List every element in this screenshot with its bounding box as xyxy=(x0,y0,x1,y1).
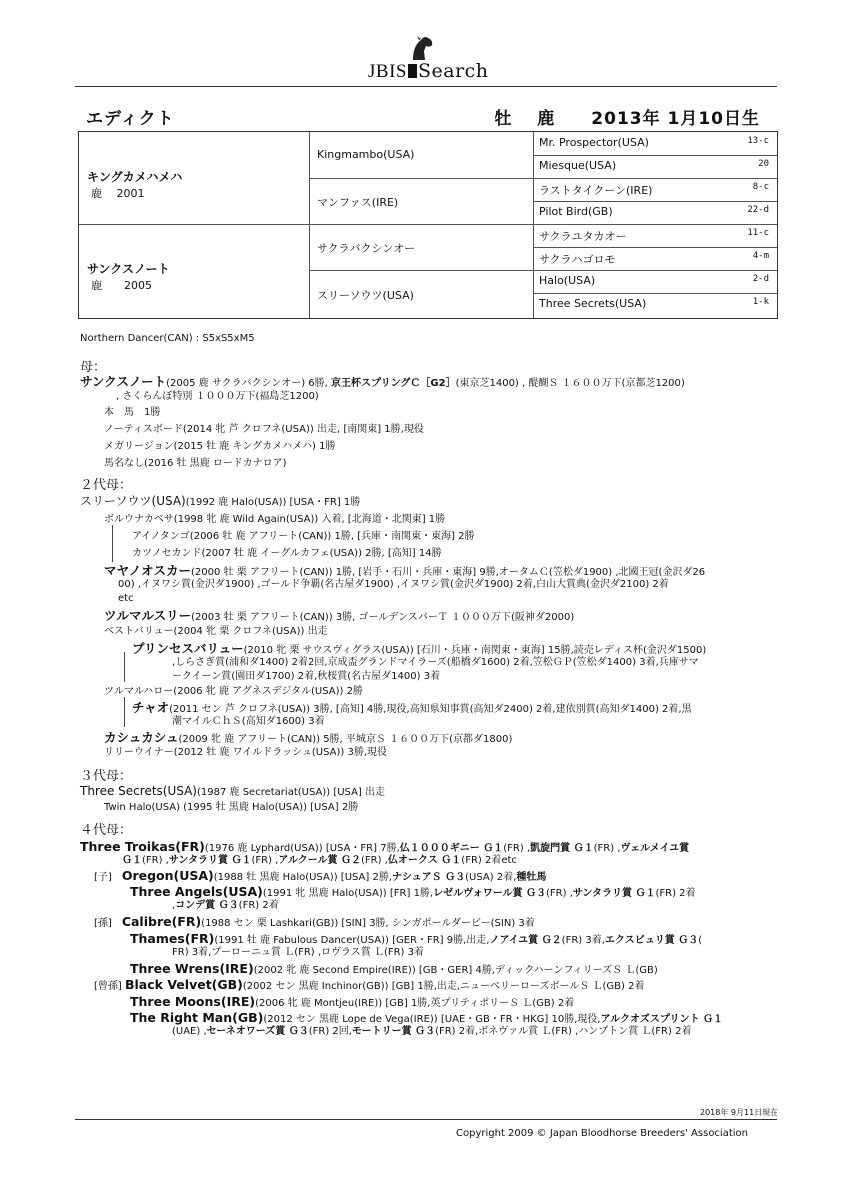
offspring-line[interactable]: カツノセカンド(2007 牡 鹿 イーグルカフェ(USA)) 2勝, [高知] 14勝 xyxy=(132,548,442,559)
record-line: 潮マイルＣｈＳ(高知ダ1600) 3着 xyxy=(172,716,325,727)
offspring-line[interactable]: [子] Oregon(USA)(1988 牡 黒鹿 Halo(USA)) [USA] 2勝,ナシュアＳ Ｇ３(USA) 2着,種牡馬 xyxy=(94,868,547,883)
record-line: Ｇ１(FR) ,サンタラリ賞 Ｇ１(FR) ,アルクール賞 Ｇ２(FR) ,仏オークス Ｇ１(FR) 2着etc xyxy=(122,855,517,866)
offspring-line[interactable]: ボルウナカベサ(1998 牝 鹿 Wild Again(USA)) 入着, [北海道・北関東] 1勝 xyxy=(104,514,446,525)
g3-cell[interactable]: Miesque(USA) 20 xyxy=(539,159,769,172)
offspring-line[interactable]: [孫] Calibre(FR)(1988 セン 栗 Lashkari(GB)) [SIN] 3勝, シンガポールダービー(SIN) 3着 xyxy=(94,914,535,929)
logo-text: JBIS Search xyxy=(368,60,489,82)
family-number: 11-c xyxy=(747,228,769,238)
inbreeding-note: Northern Dancer(CAN) : S5xS5xM5 xyxy=(80,333,255,344)
record-line: etc xyxy=(118,593,134,604)
header-rule xyxy=(75,86,777,87)
offspring-line[interactable]: ツルマルスリー(2003 牡 栗 アフリート(CAN)) 3勝, ゴールデンスパーＴ １０００万下(阪神ダ2000) xyxy=(104,608,575,623)
offspring-line[interactable]: カシュカシュ(2009 牝 鹿 アフリート(CAN)) 5勝, 平城京Ｓ １６００万下(京都ダ1800) xyxy=(104,730,513,745)
tree-connector xyxy=(124,697,125,727)
title-row xyxy=(80,104,780,130)
record-line: FR) 3着,プーローニュ賞 Ｌ(FR) ,ロヴラス賞 Ｌ(FR) 3着 xyxy=(172,947,424,958)
family-number: 20 xyxy=(758,159,769,169)
record-line: ークイーン賞(園田ダ1700) 2着,秋桜賞(名古屋ダ1400) 3着 xyxy=(172,671,441,682)
horse-name: エディクト xyxy=(86,109,175,129)
record-line: 00) ,イヌワシ賞(金沢ダ1900) ,ゴールド争覇(名古屋ダ1900) ,イヌワシ賞(金沢ダ1900) 2着,白山大賞典(金沢ダ2100) 2着 xyxy=(118,579,669,590)
offspring-line[interactable]: Three Angels(USA)(1991 牝 黒鹿 Halo(USA)) [FR] 1勝,レゼルヴォワール賞 Ｇ３(FR) ,サンタラリ賞 Ｇ１(FR) 2着 xyxy=(130,884,696,899)
horse-head-icon xyxy=(405,34,435,62)
sire-info: 鹿 2001 xyxy=(91,187,145,200)
g3-cell[interactable]: サクラユタカオー 11-c xyxy=(539,228,769,243)
record-line: ,しらさぎ賞(浦和ダ1400) 2着2回,京成盃グランドマイラーズ(船橋ダ1600) 2着,笠松ＧＰ(笠松ダ1400) 3着,兵庫サマ xyxy=(172,657,699,668)
family-number: 4-m xyxy=(752,251,769,261)
offspring-line[interactable]: プリンセスバリュー(2010 牝 栗 サウスヴィグラス(USA)) [石川・兵庫・南関東・東海] 15勝,読売レディス杯(金沢ダ1500) xyxy=(132,641,707,656)
tree-connector xyxy=(124,652,125,682)
g3-cell[interactable]: Halo(USA) 2-d xyxy=(539,274,769,287)
offspring-line[interactable]: マヤノオスカー(2000 牡 栗 アフリート(CAN)) 1勝, [岩手・石川・兵庫・東海] 9勝,オータムＣ(笠松ダ1900) ,北國王冠(金沢ダ26 xyxy=(104,563,706,578)
g3-cell[interactable]: ラストタイクーン(IRE) 8-c xyxy=(539,182,769,197)
g2-cell[interactable]: サクラバクシンオー xyxy=(317,242,416,255)
offspring-line[interactable]: 馬名なし(2016 牡 黒鹿 ロードカナロア) xyxy=(104,458,287,469)
g2-cell[interactable]: Kingmambo(USA) xyxy=(317,148,415,161)
offspring-line[interactable]: Three Moons(IRE)(2006 牝 鹿 Montjeu(IRE)) [GB] 1勝,英プリティポリーＳ Ｌ(GB) 2着 xyxy=(130,994,575,1009)
offspring-line[interactable]: Thames(FR)(1991 牡 鹿 Fabulous Dancer(USA)) [GER・FR] 9勝,出走,ノアイユ賞 Ｇ２(FR) 3着,エクスビュリ賞 Ｇ３( xyxy=(130,931,703,946)
section-dam: 母： xyxy=(80,360,107,375)
sire-name[interactable]: キングカメハメハ xyxy=(87,170,183,184)
second-dam-line[interactable]: スリーソウツ(USA)(1992 鹿 Halo(USA)) [USA・FR] 1勝 xyxy=(80,494,361,508)
offspring-line[interactable]: メガリージョン(2015 牡 鹿 キングカメハメハ) 1勝 xyxy=(104,441,336,452)
family-number: 22-d xyxy=(747,205,769,215)
horse-info: 牡 鹿 2013年 1月10日生 xyxy=(494,109,760,129)
offspring-line[interactable]: ベストバリュー(2004 牝 栗 クロフネ(USA)) 出走 xyxy=(104,626,328,637)
pedigree-table xyxy=(78,131,778,319)
family-number: 2-d xyxy=(752,274,769,284)
dam-info: 鹿 2005 xyxy=(91,279,152,292)
section-4th-dam: ４代母： xyxy=(80,823,133,838)
offspring-line[interactable]: ツルマルハロー(2006 牝 鹿 アグネスデジタル(USA)) 2勝 xyxy=(104,686,363,697)
section-2nd-dam: ２代母： xyxy=(80,478,133,493)
dam-cell xyxy=(87,260,170,293)
sire-cell xyxy=(87,168,182,201)
fourth-dam-line[interactable]: Three Troikas(FR)(1976 鹿 Lyphard(USA)) [USA・FR] 7勝,仏１０００ギニー Ｇ１(FR) ,凱旋門賞 Ｇ１(FR) ,ヴェルメイユ賞 xyxy=(80,839,690,854)
record-line: (UAE) ,セーネオワーズ賞 Ｇ３(FR) 2回,モートリー賞 Ｇ３(FR) 2着,ボネヴァル賞 Ｌ(FR) ,ハンプトン賞 Ｌ(FR) 2着 xyxy=(172,1026,692,1037)
record-line: , さくらんぼ特別 １０００万下(福島芝1200) xyxy=(116,391,319,402)
record-line: ,コンデ賞 Ｇ３(FR) 2着 xyxy=(172,900,279,911)
jbis-logo[interactable] xyxy=(360,34,490,84)
dam-line[interactable]: サンクスノート(2005 鹿 サクラバクシンオー) 6勝, 京王杯スプリングＣ［G2］(東京芝1400) , 醍醐Ｓ １６００万下(京都芝1200) xyxy=(80,374,685,389)
footer-rule xyxy=(75,1119,777,1120)
as-of-date: 2018年 9月11日現在 xyxy=(700,1108,779,1117)
g3-cell[interactable]: サクラハゴロモ 4-m xyxy=(539,251,769,266)
offspring-line[interactable]: ノーティスボード(2014 牝 芦 クロフネ(USA)) 出走, [南関東] 1勝,現役 xyxy=(104,424,424,435)
third-dam-line[interactable]: Three Secrets(USA)(1987 鹿 Secretariat(USA)) [USA] 出走 xyxy=(80,784,385,798)
offspring-line[interactable]: Three Wrens(IRE)(2002 牝 鹿 Second Empire(IRE)) [GB・GER] 4勝,ディックハーンフィリーズＳ Ｌ(GB) xyxy=(130,961,658,976)
offspring-line[interactable]: Twin Halo(USA) (1995 牡 黒鹿 Halo(USA)) [USA] 2勝 xyxy=(104,802,359,813)
offspring-line[interactable]: [曾孫] Black Velvet(GB)(2002 セン 黒鹿 Inchinor(GB)) [GB] 1勝,出走,ニューベリーローズボールＳ Ｌ(GB) 2着 xyxy=(94,977,645,992)
tree-connector xyxy=(112,525,113,562)
g3-cell[interactable]: Mr. Prospector(USA) 13-c xyxy=(539,136,769,149)
g3-cell[interactable]: Three Secrets(USA) 1-k xyxy=(539,297,769,310)
offspring-line[interactable]: アイノタンゴ(2006 牡 鹿 アフリート(CAN)) 1勝, [兵庫・南関東・東海] 2勝 xyxy=(132,531,475,542)
offspring-line[interactable]: リリーウイナー(2012 牡 鹿 ワイルドラッシュ(USA)) 3勝,現役 xyxy=(104,747,388,758)
section-3rd-dam: ３代母： xyxy=(80,769,133,784)
g2-cell[interactable]: スリーソウツ(USA) xyxy=(317,289,414,302)
family-number: 1-k xyxy=(752,297,769,307)
offspring-line[interactable]: チャオ(2011 セン 芦 クロフネ(USA)) 3勝, [高知] 4勝,現役,高知県知事賞(高知ダ2400) 2着,建依別賞(高知ダ1400) 2着,黒 xyxy=(132,700,692,715)
offspring-line[interactable]: The Right Man(GB)(2012 セン 黒鹿 Lope de Vega(IRE)) [UAE・GB・FR・HKG] 10勝,現役,アルクオズスプリント Ｇ１ xyxy=(130,1010,723,1025)
family-number: 13-c xyxy=(747,136,769,146)
dam-name[interactable]: サンクスノート xyxy=(87,262,170,276)
offspring-line: 本 馬 1勝 xyxy=(104,407,161,418)
copyright: Copyright 2009 © Japan Bloodhorse Breeders' Association xyxy=(456,1128,748,1139)
g2-cell[interactable]: マンファス(IRE) xyxy=(317,196,399,209)
family-number: 8-c xyxy=(752,182,769,192)
g3-cell[interactable]: Pilot Bird(GB) 22-d xyxy=(539,205,769,218)
